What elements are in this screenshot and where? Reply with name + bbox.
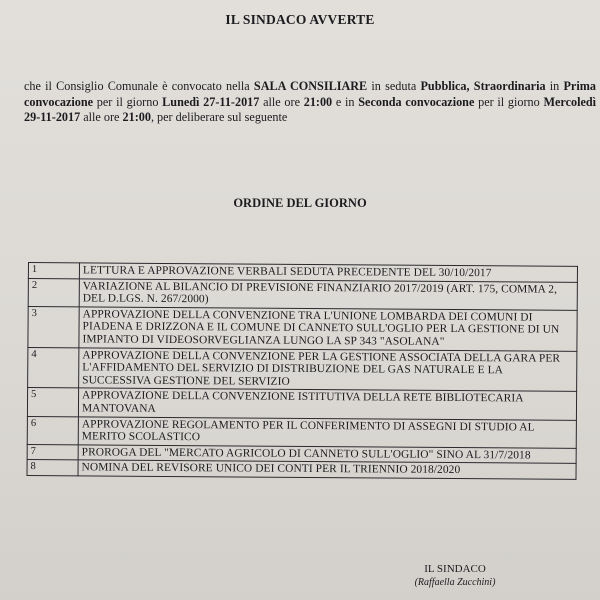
agenda-table (27, 262, 578, 480)
intro-text: per il giorno (93, 94, 163, 109)
intro-text: in seduta (367, 79, 421, 93)
table-row (28, 278, 577, 310)
first-call-day: Lunedì (162, 94, 200, 109)
intro-paragraph (24, 79, 596, 126)
table-row (28, 347, 577, 392)
agenda-number: 5 (27, 388, 78, 417)
agenda-item: PROROGA DEL "MERCATO AGRICOLO DI CANNETO SULL'OGLIO" SINO AL 31/7/2018 (78, 445, 576, 464)
second-call-day: Mercoledì (543, 94, 597, 109)
intro-text: per il giorno (474, 94, 544, 109)
agenda-number: 8 (27, 460, 78, 476)
agenda-item: APPROVAZIONE DELLA CONVENZIONE ISTITUTIVA DELLA RETE BIBLIOTECARIA MANTOVANA (78, 388, 576, 420)
signature-block (390, 563, 520, 588)
first-call-label: Prima convocazione (24, 79, 596, 109)
second-call-date: 29-11-2017 (24, 110, 81, 124)
table-row (27, 416, 576, 448)
agenda-number: 3 (28, 306, 79, 347)
agenda-item: VARIAZIONE AL BILANCIO DI PREVISIONE FINANZIARIO 2017/2019 (ART. 175, COMMA 2, DEL D.LGS. N. 267/2000) (79, 278, 577, 310)
first-call-time: 21:00 (303, 94, 333, 109)
table-row (28, 306, 577, 351)
first-call-date: 27-11-2017 (203, 94, 260, 109)
table-row (27, 388, 576, 420)
agenda-number: 7 (27, 444, 78, 460)
agenda-item: APPROVAZIONE DELLA CONVENZIONE PER LA GESTIONE ASSOCIATA DELLA GARA PER L'AFFIDAMENTO DEL SERVIZIO DI DISTRIBUZIONE DEL GAS NATURALE E LA SUCCESSIVA GESTIONE DEL SERVIZIO (79, 347, 577, 391)
intro-text: e in (332, 94, 359, 109)
agenda-item: APPROVAZIONE DELLA CONVENZIONE TRA L'UNIONE LOMBARDA DEI COMUNI DI PIADENA E DRIZZONA E IL COMUNE DI CANNETO SULL'OGLIO PER LA GESTIONE DI UN IMPIANTO DI VIDEOSORVEGLIANZA LUNGO LA SP 343 "ASOLANA" (79, 307, 577, 351)
table-row (27, 460, 576, 479)
intro-text: che il Consiglio Comunale è convocato nella (24, 79, 254, 93)
agenda-item: NOMINA DEL REVISORE UNICO DEI CONTI PER IL TRIENNIO 2018/2020 (78, 460, 576, 479)
page-title: IL SINDACO AVVERTE (225, 12, 375, 27)
agenda-item: APPROVAZIONE REGOLAMENTO PER IL CONFERIMENTO DI ASSEGNI DI STUDIO AL MERITO SCOLASTICO (78, 416, 576, 448)
meeting-location: SALA CONSILIARE (253, 79, 368, 93)
intro-text: in (545, 79, 564, 93)
signature-name: (Raffaella Zucchini) (414, 577, 496, 588)
signature-label: IL SINDACO (424, 563, 486, 575)
agenda-number: 1 (28, 263, 79, 279)
agenda-number: 4 (28, 347, 79, 388)
intro-text: , per deliberare sul seguente (150, 110, 288, 124)
agenda-item: LETTURA E APPROVAZIONE VERBALI SEDUTA PRECEDENTE DEL 30/10/2017 (79, 263, 577, 282)
intro-text: alle ore (80, 110, 123, 124)
second-call-label: Seconda convocazione (358, 94, 475, 109)
session-type: Pubblica, Straordinaria (420, 79, 546, 93)
second-call-time: 21:00 (122, 110, 151, 124)
agenda-title: ORDINE DEL GIORNO (233, 196, 367, 210)
agenda-number: 2 (28, 278, 79, 307)
intro-text: alle ore (259, 94, 304, 109)
agenda-number: 6 (27, 416, 78, 445)
